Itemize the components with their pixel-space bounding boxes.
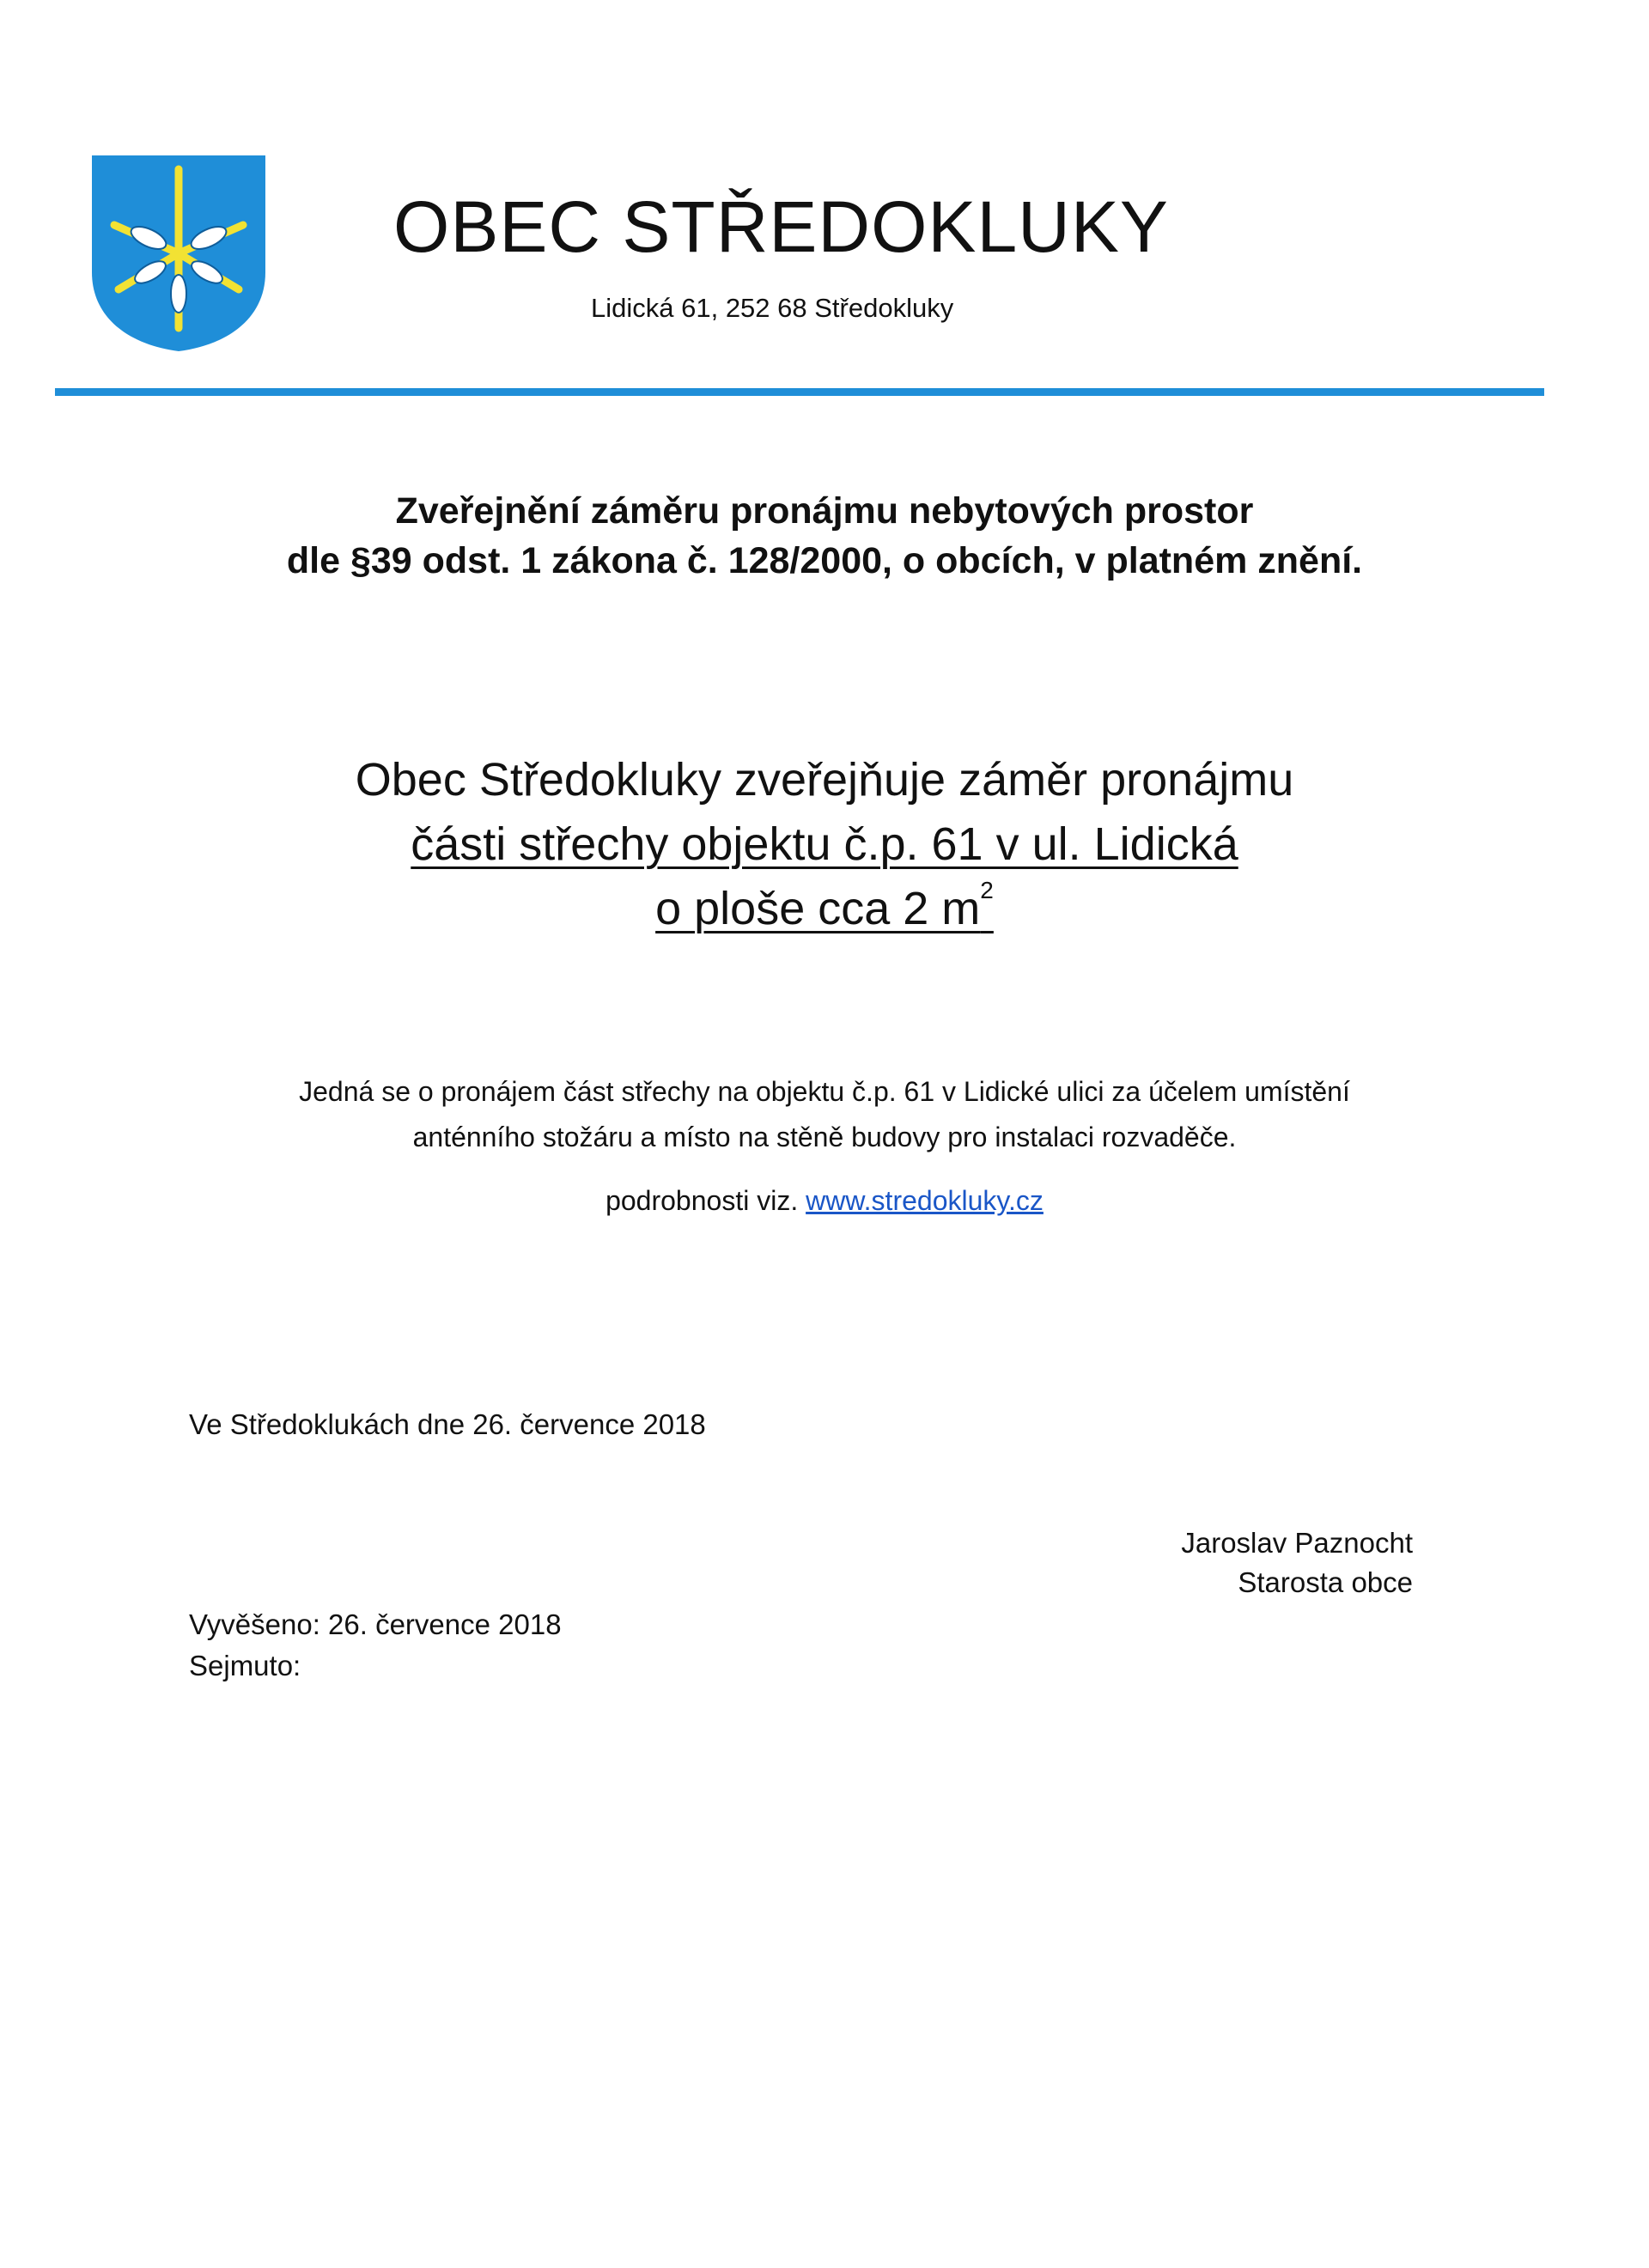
org-address: Lidická 61, 252 68 Středokluky	[591, 293, 954, 323]
notice-line-3: o ploše cca 2 $m^2$	[655, 877, 994, 934]
more-info	[0, 1182, 1649, 1219]
org-name: OBEC STŘEDOKLUKY	[393, 186, 1169, 267]
notice-line-1: Obec Středokluky zveřejňuje záměr pronájmu	[355, 754, 1294, 806]
website-link[interactable]: www.stredokluky.cz	[806, 1185, 1044, 1216]
header-divider	[55, 388, 1544, 396]
signer-name: Jaroslav Paznocht	[1181, 1527, 1413, 1559]
document-heading	[0, 486, 1649, 586]
notice-line-2: části střechy objektu č.p. 61 v ul. Lidická	[411, 818, 1238, 870]
posting-info	[189, 1604, 562, 1687]
detail-text	[0, 1069, 1649, 1160]
superscript-2: 2	[980, 877, 994, 903]
heading-line-2: dle §39 odst. 1 zákona č. 128/2000, o obcích, v platném znění.	[286, 540, 1363, 581]
signature-block	[1172, 1523, 1413, 1602]
removed-date: Sejmuto:	[189, 1650, 301, 1681]
notice-block	[0, 748, 1649, 941]
coat-of-arms-icon	[88, 152, 269, 354]
heading-line-1: Zveřejnění záměru pronájmu nebytových prostor	[395, 490, 1254, 532]
posted-date: Vyvěšeno: 26. července 2018	[189, 1608, 562, 1640]
detail-line-2: anténního stožáru a místo na stěně budovy pro instalaci rozvaděče.	[412, 1122, 1237, 1152]
detail-line-1: Jedná se o pronájem část střechy na objektu č.p. 61 v Lidické ulici za účelem umístění	[299, 1076, 1350, 1107]
signer-role: Starosta obce	[1238, 1566, 1413, 1598]
place-date: Ve Středoklukách dne 26. července 2018	[189, 1408, 706, 1440]
more-info-prefix: podrobnosti viz.	[605, 1185, 799, 1216]
